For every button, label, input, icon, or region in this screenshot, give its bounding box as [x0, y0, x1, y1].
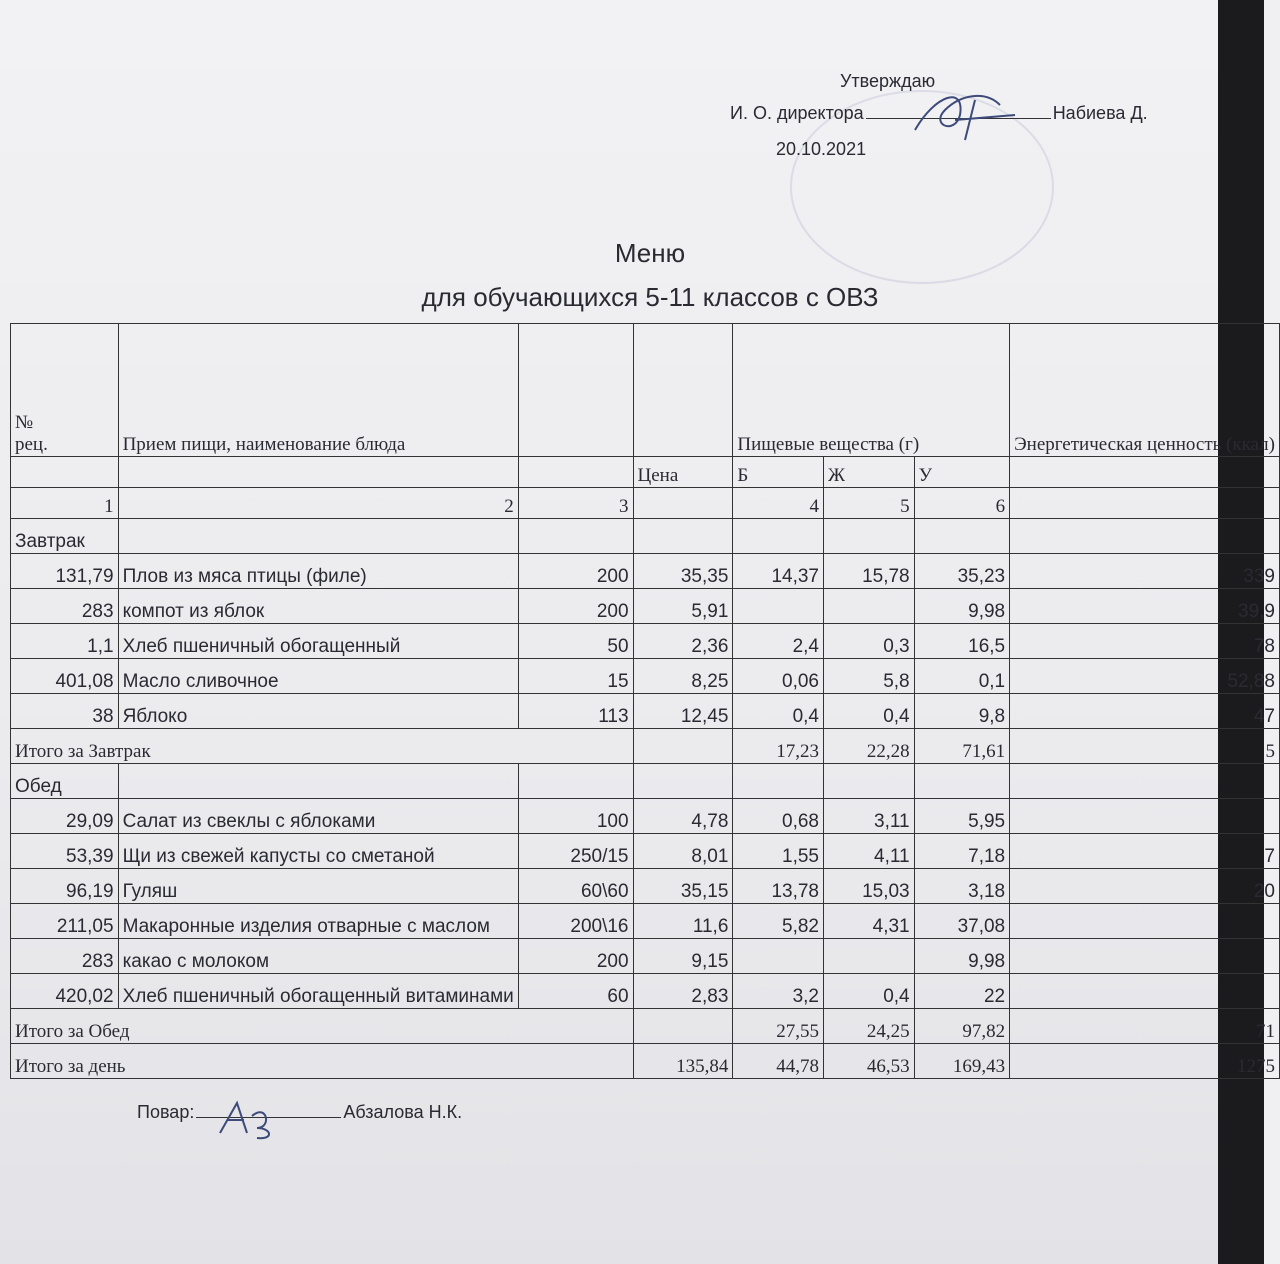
dish-fat: 15,03: [824, 869, 915, 904]
table-row: [11, 457, 1280, 488]
dish-price: 9,15: [633, 939, 733, 974]
recipe-number: 420,02: [11, 974, 119, 1009]
total-carbs: 97,82: [914, 1009, 1010, 1044]
dish-name: Салат из свеклы с яблоками: [118, 799, 518, 834]
dish-protein: 0,4: [733, 694, 824, 729]
dish-weight: 200: [518, 554, 633, 589]
empty: [518, 519, 633, 554]
empty: [118, 764, 518, 799]
section-total-label: Итого за Обед: [11, 1009, 634, 1044]
dish-carbs: 9,8: [914, 694, 1010, 729]
empty: [824, 519, 915, 554]
recipe-number: 401,08: [11, 659, 119, 694]
total-fat: 22,28: [824, 729, 915, 764]
empty: [1010, 457, 1280, 488]
dish-kcal: [1010, 904, 1280, 939]
total-price: [633, 1009, 733, 1044]
table-row: [11, 904, 1280, 939]
empty: [518, 764, 633, 799]
dish-kcal: 39,9: [1010, 589, 1280, 624]
day-total-label: Итого за день: [11, 1044, 634, 1079]
empty: [914, 519, 1010, 554]
approve-position: И. О. директора: [730, 103, 864, 123]
cook-label: Повар:: [137, 1102, 195, 1122]
dish-kcal: 52,88: [1010, 659, 1280, 694]
dish-carbs: 7,18: [914, 834, 1010, 869]
total-price: [633, 729, 733, 764]
total-carbs: 71,61: [914, 729, 1010, 764]
dish-fat: 15,78: [824, 554, 915, 589]
dish-kcal: 78: [1010, 624, 1280, 659]
dish-protein: [733, 939, 824, 974]
dish-protein: 3,2: [733, 974, 824, 1009]
dish-weight: 100: [518, 799, 633, 834]
dish-carbs: 3,18: [914, 869, 1010, 904]
dish-fat: 3,11: [824, 799, 915, 834]
dish-weight: 50: [518, 624, 633, 659]
empty: [118, 457, 518, 488]
page-subtitle: для обучающихся 5-11 классов с ОВЗ: [421, 282, 879, 312]
recipe-number: 283: [11, 589, 119, 624]
empty: [518, 457, 633, 488]
header-fat: Ж: [824, 457, 915, 488]
dish-name: Хлеб пшеничный обогащенный: [118, 624, 518, 659]
header-empty: [633, 324, 733, 457]
cook-signature-line: [137, 1102, 462, 1123]
dish-fat: 5,8: [824, 659, 915, 694]
dish-protein: [733, 589, 824, 624]
dish-price: 35,15: [633, 869, 733, 904]
dish-price: 8,25: [633, 659, 733, 694]
dish-carbs: 5,95: [914, 799, 1010, 834]
dish-carbs: 9,98: [914, 589, 1010, 624]
dish-weight: 250/15: [518, 834, 633, 869]
dish-protein: 0,06: [733, 659, 824, 694]
dish-carbs: 35,23: [914, 554, 1010, 589]
table-row: [11, 488, 1280, 519]
column-number: 3: [518, 488, 633, 519]
recipe-number: 53,39: [11, 834, 119, 869]
dish-weight: 60: [518, 974, 633, 1009]
column-number: 5: [824, 488, 915, 519]
dish-name: Яблоко: [118, 694, 518, 729]
dish-name: Гуляш: [118, 869, 518, 904]
dish-name: Масло сливочное: [118, 659, 518, 694]
cook-signature: [212, 1098, 292, 1143]
dish-name: Хлеб пшеничный обогащенный витаминами: [118, 974, 518, 1009]
dish-price: 5,91: [633, 589, 733, 624]
dish-carbs: 16,5: [914, 624, 1010, 659]
table-row: [11, 554, 1280, 589]
director-signature: [905, 85, 1025, 145]
dish-kcal: [1010, 939, 1280, 974]
dish-price: 11,6: [633, 904, 733, 939]
dish-price: 35,35: [633, 554, 733, 589]
dish-kcal: [1010, 974, 1280, 1009]
dish-price: 8,01: [633, 834, 733, 869]
table-row: [11, 589, 1280, 624]
day-total-fat: 46,53: [824, 1044, 915, 1079]
dish-weight: 200\16: [518, 904, 633, 939]
approve-word: Утверждаю: [840, 71, 936, 91]
dish-name: какао с молоком: [118, 939, 518, 974]
empty: [633, 519, 733, 554]
table-row: [11, 519, 1280, 554]
dish-kcal: 20: [1010, 869, 1280, 904]
dish-carbs: 22: [914, 974, 1010, 1009]
dish-kcal: 7: [1010, 834, 1280, 869]
empty: [11, 457, 119, 488]
total-fat: 24,25: [824, 1009, 915, 1044]
total-kcal: 5: [1010, 729, 1280, 764]
empty: [914, 764, 1010, 799]
column-number: [1010, 488, 1280, 519]
dish-name: Плов из мяса птицы (филе): [118, 554, 518, 589]
day-total-price: 135,84: [633, 1044, 733, 1079]
dish-name: компот из яблок: [118, 589, 518, 624]
dish-fat: [824, 589, 915, 624]
dish-protein: 14,37: [733, 554, 824, 589]
header-price: Цена: [633, 457, 733, 488]
table-row: [11, 869, 1280, 904]
table-row: [11, 729, 1280, 764]
header-nutrients: Пищевые вещества (г): [733, 324, 1010, 457]
recipe-number: 29,09: [11, 799, 119, 834]
dish-weight: 200: [518, 939, 633, 974]
day-total-protein: 44,78: [733, 1044, 824, 1079]
dish-protein: 0,68: [733, 799, 824, 834]
menu-table: [10, 323, 1280, 1079]
table-row: [11, 694, 1280, 729]
table-row: [11, 939, 1280, 974]
dish-fat: 4,11: [824, 834, 915, 869]
column-number: 1: [11, 488, 119, 519]
section-label: Обед: [11, 764, 119, 799]
total-kcal: 71: [1010, 1009, 1280, 1044]
approve-name: Набиева Д.: [1052, 103, 1148, 123]
day-total-kcal: 1275: [1010, 1044, 1280, 1079]
dish-fat: [824, 939, 915, 974]
dish-kcal: 339: [1010, 554, 1280, 589]
dish-fat: 0,4: [824, 694, 915, 729]
table-row: [11, 764, 1280, 799]
dish-protein: 13,78: [733, 869, 824, 904]
recipe-number: 211,05: [11, 904, 119, 939]
section-label: Завтрак: [11, 519, 119, 554]
table-row: [11, 974, 1280, 1009]
column-number: 4: [733, 488, 824, 519]
table-row: [11, 659, 1280, 694]
dish-fat: 0,3: [824, 624, 915, 659]
empty: [633, 764, 733, 799]
section-total-label: Итого за Завтрак: [11, 729, 634, 764]
header-weight: [518, 324, 633, 457]
table-row: [11, 324, 1280, 457]
dish-fat: 4,31: [824, 904, 915, 939]
dish-kcal: 47: [1010, 694, 1280, 729]
dish-weight: 200: [518, 589, 633, 624]
dish-carbs: 9,98: [914, 939, 1010, 974]
column-number: [633, 488, 733, 519]
page-title: Меню: [614, 238, 686, 268]
dish-weight: 60\60: [518, 869, 633, 904]
recipe-number: 1,1: [11, 624, 119, 659]
dish-name: Макаронные изделия отварные с маслом: [118, 904, 518, 939]
dish-fat: 0,4: [824, 974, 915, 1009]
cook-name: Абзалова Н.К.: [343, 1102, 463, 1122]
header-energy: Энергетическая ценность (ккал): [1010, 324, 1280, 457]
empty: [733, 519, 824, 554]
recipe-number: 131,79: [11, 554, 119, 589]
table-row: [11, 1044, 1280, 1079]
header-recipe-number: № рец.: [11, 324, 119, 457]
recipe-number: 38: [11, 694, 119, 729]
column-number: 6: [914, 488, 1010, 519]
dish-weight: 113: [518, 694, 633, 729]
header-dish-name: Прием пищи, наименование блюда: [118, 324, 518, 457]
dish-carbs: 0,1: [914, 659, 1010, 694]
header-carbs: У: [914, 457, 1010, 488]
total-protein: 27,55: [733, 1009, 824, 1044]
empty: [118, 519, 518, 554]
empty: [824, 764, 915, 799]
total-protein: 17,23: [733, 729, 824, 764]
dish-weight: 15: [518, 659, 633, 694]
recipe-number: 283: [11, 939, 119, 974]
dish-carbs: 37,08: [914, 904, 1010, 939]
table-row: [11, 624, 1280, 659]
approve-date: 20.10.2021: [776, 139, 867, 159]
header-protein: Б: [733, 457, 824, 488]
dish-price: 4,78: [633, 799, 733, 834]
dish-price: 12,45: [633, 694, 733, 729]
dish-name: Щи из свежей капусты со сметаной: [118, 834, 518, 869]
table-row: [11, 834, 1280, 869]
dish-price: 2,83: [633, 974, 733, 1009]
recipe-number: 96,19: [11, 869, 119, 904]
dish-protein: 5,82: [733, 904, 824, 939]
dish-price: 2,36: [633, 624, 733, 659]
empty: [733, 764, 824, 799]
table-row: [11, 799, 1280, 834]
table-row: [11, 1009, 1280, 1044]
dish-protein: 1,55: [733, 834, 824, 869]
dish-protein: 2,4: [733, 624, 824, 659]
empty: [1010, 519, 1280, 554]
empty: [1010, 764, 1280, 799]
column-number: 2: [118, 488, 518, 519]
dish-kcal: [1010, 799, 1280, 834]
day-total-carbs: 169,43: [914, 1044, 1010, 1079]
